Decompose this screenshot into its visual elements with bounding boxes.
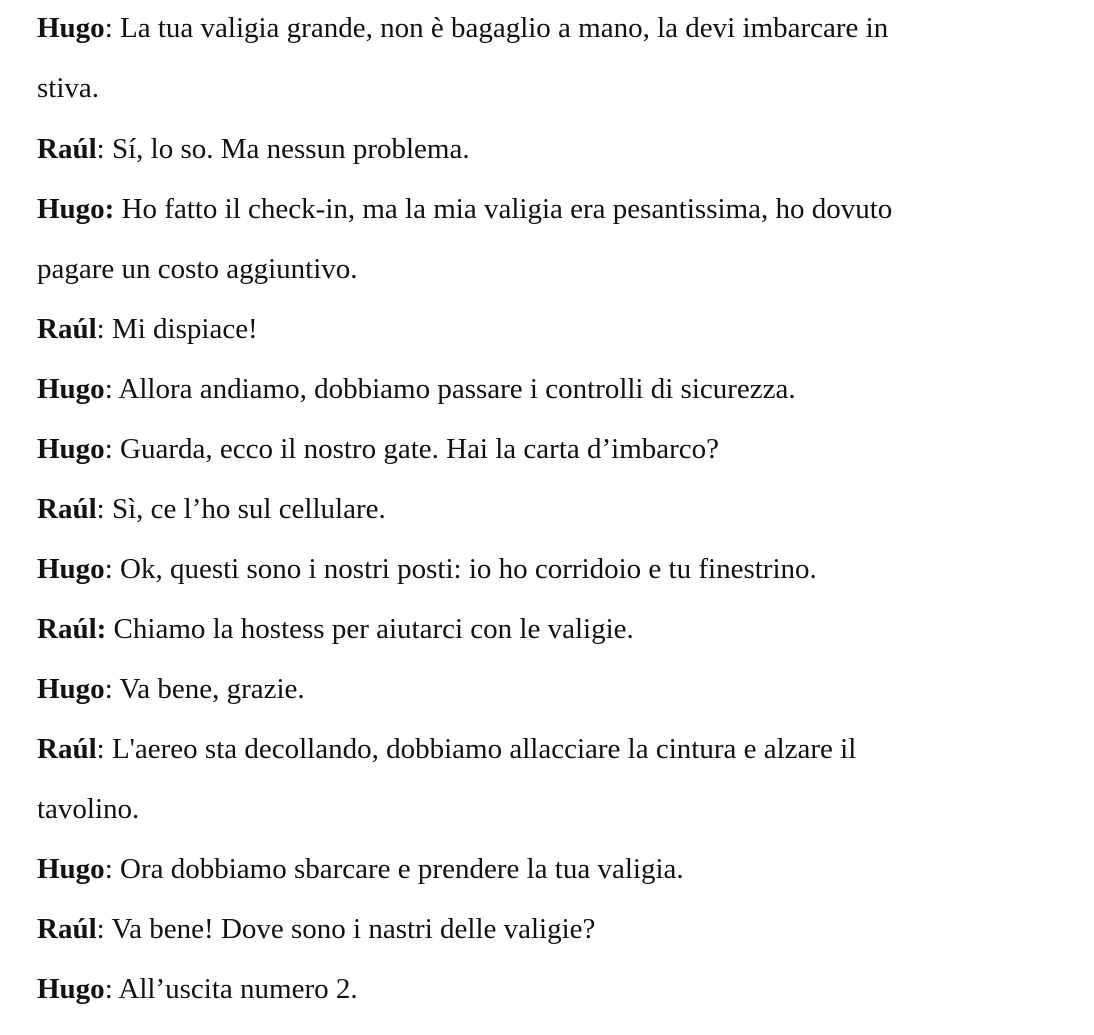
dialogue-line (37, 671, 305, 707)
speaker-name: Hugo (37, 373, 105, 405)
speaker-name: Raúl (37, 493, 97, 525)
speaker-separator: : (104, 553, 120, 585)
speaker-name: Hugo (37, 973, 105, 1005)
dialogue-line (37, 551, 817, 587)
dialogue-line (37, 911, 595, 947)
dialogue-line (37, 431, 719, 467)
dialogue-line (37, 191, 892, 227)
line-text: La tua valigia grande, non è bagaglio a mano, la devi imbarcare in (120, 12, 889, 44)
line-text: Ho fatto il check-in, ma la mia valigia era pesantissima, ho dovuto (121, 193, 893, 225)
dialogue-line (37, 491, 386, 527)
speaker-separator: : (96, 733, 112, 765)
speaker-separator: : (104, 973, 119, 1005)
line-text: Va bene, grazie. (119, 673, 305, 705)
speaker-name: Hugo (37, 553, 105, 585)
speaker-separator: : (96, 133, 112, 165)
speaker-name: Hugo (37, 673, 105, 705)
speaker-name: Raúl (37, 313, 97, 345)
line-text: Ora dobbiamo sbarcare e prendere la tua valigia. (120, 853, 684, 885)
dialogue-line-continuation: stiva. (37, 72, 100, 104)
line-text: Ok, questi sono i nostri posti: io ho corridoio e tu finestrino. (120, 553, 817, 585)
line-text: Mi dispiace! (111, 313, 258, 345)
speaker-name: Raúl (37, 733, 97, 765)
line-text: Sí, lo so. Ma nessun problema. (111, 133, 470, 165)
dialogue-line (37, 971, 358, 1007)
speaker-separator: : (96, 493, 112, 525)
dialogue-line (37, 611, 634, 647)
line-text: L'aereo sta decollando, dobbiamo allacciare la cintura e alzare il (111, 733, 857, 765)
line-text: Allora andiamo, dobbiamo passare i controlli di sicurezza. (118, 373, 796, 405)
dialogue-line (37, 311, 258, 347)
speaker-separator: : (104, 853, 120, 885)
speaker-name: Raúl: (37, 613, 107, 645)
dialogue-line (37, 731, 856, 767)
speaker-separator: : (104, 12, 120, 44)
dialogue-line (37, 10, 888, 46)
speaker-separator: : (104, 673, 120, 705)
speaker-separator: : (104, 433, 120, 465)
dialogue-line-continuation: pagare un costo aggiuntivo. (37, 253, 358, 285)
speaker-name: Hugo (37, 433, 105, 465)
speaker-separator: : (96, 913, 112, 945)
speaker-separator: : (104, 373, 119, 405)
speaker-name: Hugo: (37, 193, 115, 225)
dialogue-line (37, 371, 796, 407)
dialogue-line (37, 851, 684, 887)
line-text: Guarda, ecco il nostro gate. Hai la carta d’imbarco? (120, 433, 720, 465)
dialogue-line-continuation: tavolino. (37, 793, 140, 825)
speaker-separator (106, 613, 113, 645)
line-text: All’uscita numero 2. (118, 973, 358, 1005)
line-text: Chiamo la hostess per aiutarci con le valigie. (113, 613, 634, 645)
speaker-separator (114, 193, 121, 225)
speaker-separator: : (96, 313, 112, 345)
line-text: Sì, ce l’ho sul cellulare. (111, 493, 386, 525)
dialogue-line (37, 131, 470, 167)
speaker-name: Hugo (37, 853, 105, 885)
line-text: Va bene! Dove sono i nastri delle valigie? (111, 913, 596, 945)
speaker-name: Hugo (37, 12, 105, 44)
speaker-name: Raúl (37, 913, 97, 945)
speaker-name: Raúl (37, 133, 97, 165)
